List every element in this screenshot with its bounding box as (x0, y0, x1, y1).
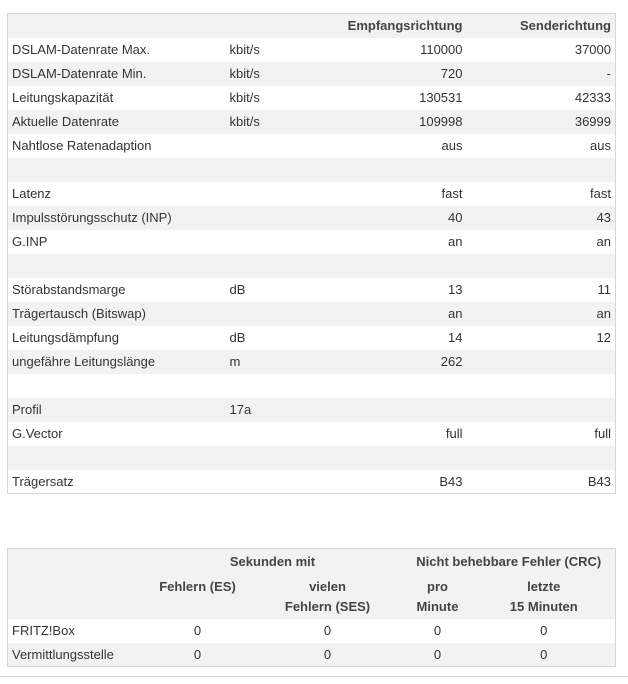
header-up: Senderichtung (519, 18, 611, 34)
row-unit (226, 302, 316, 326)
row-label: G.INP (12, 234, 48, 249)
row-down-value: aus (441, 138, 463, 153)
row-up-value (467, 446, 616, 470)
error-row-label: FRITZ!Box (12, 623, 75, 638)
row-up-value: 37000 (574, 42, 611, 57)
group-blank (8, 549, 143, 575)
row-up-value (467, 374, 616, 398)
col-pro-line1: pro (427, 578, 448, 594)
group-crc: Nicht behebbare Fehler (CRC) (416, 553, 602, 569)
dsl-info-table (7, 13, 616, 494)
row-unit (226, 446, 316, 470)
row-label: Profil (12, 402, 42, 417)
col-last-line2: 15 Minuten (509, 598, 578, 614)
error-es: 0 (193, 646, 202, 662)
row-down-value: B43 (439, 473, 463, 489)
dsl-row (8, 86, 616, 110)
row-unit (226, 254, 316, 278)
row-label: Leitungsdämpfung (12, 330, 119, 345)
row-down-value (316, 254, 467, 278)
error-pro: 0 (433, 646, 442, 662)
row-down-value: 720 (440, 66, 463, 81)
dsl-row (8, 302, 616, 326)
header-down: Empfangsrichtung (347, 18, 463, 34)
row-down-value: 262 (440, 354, 463, 369)
row-unit (226, 206, 316, 230)
row-label (8, 254, 226, 278)
row-label: Nahtlose Ratenadaption (12, 138, 152, 153)
dsl-row (8, 206, 616, 230)
row-up-value: an (596, 234, 611, 249)
dsl-row (8, 62, 616, 86)
row-down-value: 14 (448, 330, 463, 345)
dsl-row (8, 38, 616, 62)
row-down-value: an (448, 234, 463, 249)
col-ses-line2: Fehlern (SES) (284, 598, 371, 614)
dsl-row (8, 326, 616, 350)
error-row (8, 619, 616, 643)
error-group-row (8, 549, 616, 575)
row-label (8, 158, 226, 182)
col-pro (403, 575, 473, 619)
row-down-value (316, 446, 467, 470)
row-down-value: 109998 (419, 114, 463, 129)
row-up-value: 42333 (574, 90, 611, 105)
dsl-row (8, 230, 616, 254)
row-label: Trägertausch (Bitswap) (12, 306, 146, 321)
row-label: Latenz (12, 186, 52, 201)
row-up-value: an (596, 306, 611, 321)
dsl-row (8, 350, 616, 374)
row-unit: dB (229, 330, 246, 345)
row-up-value: 36999 (574, 114, 611, 129)
dsl-row (8, 158, 616, 182)
error-stats-table (7, 548, 616, 667)
error-column-row (8, 575, 616, 619)
error-row (8, 643, 616, 667)
row-label: DSLAM-Datenrate Max. (12, 42, 150, 57)
row-down-value: an (448, 306, 463, 321)
error-ses: 0 (323, 646, 332, 662)
row-label: ungefähre Leitungslänge (12, 354, 156, 369)
row-unit: 17a (229, 402, 252, 417)
row-unit: kbit/s (229, 114, 260, 129)
row-up-value (467, 158, 616, 182)
row-up-value: aus (590, 138, 611, 153)
row-up-value (467, 398, 616, 422)
error-row-label: Vermittlungsstelle (12, 646, 114, 662)
dsl-row (8, 254, 616, 278)
col-blank (8, 575, 143, 619)
row-label: DSLAM-Datenrate Min. (12, 66, 147, 81)
row-unit (226, 374, 316, 398)
row-label: Störabstandsmarge (12, 282, 126, 297)
row-unit (226, 134, 316, 158)
row-unit: m (229, 354, 241, 369)
row-up-value (467, 254, 616, 278)
row-down-value: 110000 (420, 42, 463, 57)
row-down-value: full (445, 426, 463, 441)
row-unit (226, 422, 316, 446)
row-up-value: - (606, 66, 611, 81)
row-unit (226, 158, 316, 182)
row-label (8, 446, 226, 470)
error-last: 0 (540, 623, 548, 638)
row-label (8, 374, 226, 398)
dsl-row (8, 134, 616, 158)
row-down-value (316, 158, 467, 182)
row-down-value (316, 398, 467, 422)
row-up-value: 43 (596, 210, 611, 225)
header-label-cell (8, 14, 226, 38)
error-last: 0 (540, 646, 548, 662)
dsl-row (8, 182, 616, 206)
row-unit: dB (229, 282, 246, 297)
col-ses (253, 575, 403, 619)
col-ses-line1: vielen (309, 578, 346, 594)
row-down-value: 13 (448, 282, 463, 297)
error-es: 0 (193, 623, 202, 638)
row-unit (226, 230, 316, 254)
dsl-row (8, 278, 616, 302)
header-unit-cell (226, 14, 316, 38)
row-label: Impulsstörungsschutz (INP) (12, 210, 172, 225)
dsl-header-row (8, 14, 616, 38)
row-unit: kbit/s (229, 90, 260, 105)
row-label: G.Vector (12, 426, 63, 441)
bottom-divider (0, 676, 628, 677)
dsl-row (8, 374, 616, 398)
row-up-value: B43 (587, 473, 611, 489)
dsl-row (8, 398, 616, 422)
row-unit (226, 182, 316, 206)
row-up-value: 12 (596, 330, 611, 345)
dsl-row (8, 470, 616, 494)
group-seconds: Sekunden mit (229, 553, 316, 569)
row-down-value: 40 (448, 210, 463, 225)
dsl-row (8, 422, 616, 446)
row-down-value (316, 374, 467, 398)
col-last (473, 575, 616, 619)
col-es: Fehlern (ES) (159, 578, 236, 594)
dsl-row (8, 110, 616, 134)
row-down-value: fast (441, 186, 463, 201)
col-pro-line2: Minute (416, 598, 459, 614)
row-up-value (467, 350, 616, 374)
row-down-value: 130531 (419, 90, 463, 105)
row-up-value: 11 (597, 282, 611, 297)
col-last-line1: letzte (527, 578, 561, 594)
row-unit: kbit/s (229, 42, 260, 57)
row-unit (226, 470, 316, 494)
row-label: Trägersatz (12, 473, 74, 489)
row-unit: kbit/s (229, 66, 260, 81)
error-ses: 0 (323, 623, 332, 638)
row-up-value: fast (590, 186, 611, 201)
row-up-value: full (594, 426, 611, 441)
row-label: Leitungskapazität (12, 90, 114, 105)
dsl-row (8, 446, 616, 470)
error-pro: 0 (433, 623, 442, 638)
row-label: Aktuelle Datenrate (12, 114, 119, 129)
